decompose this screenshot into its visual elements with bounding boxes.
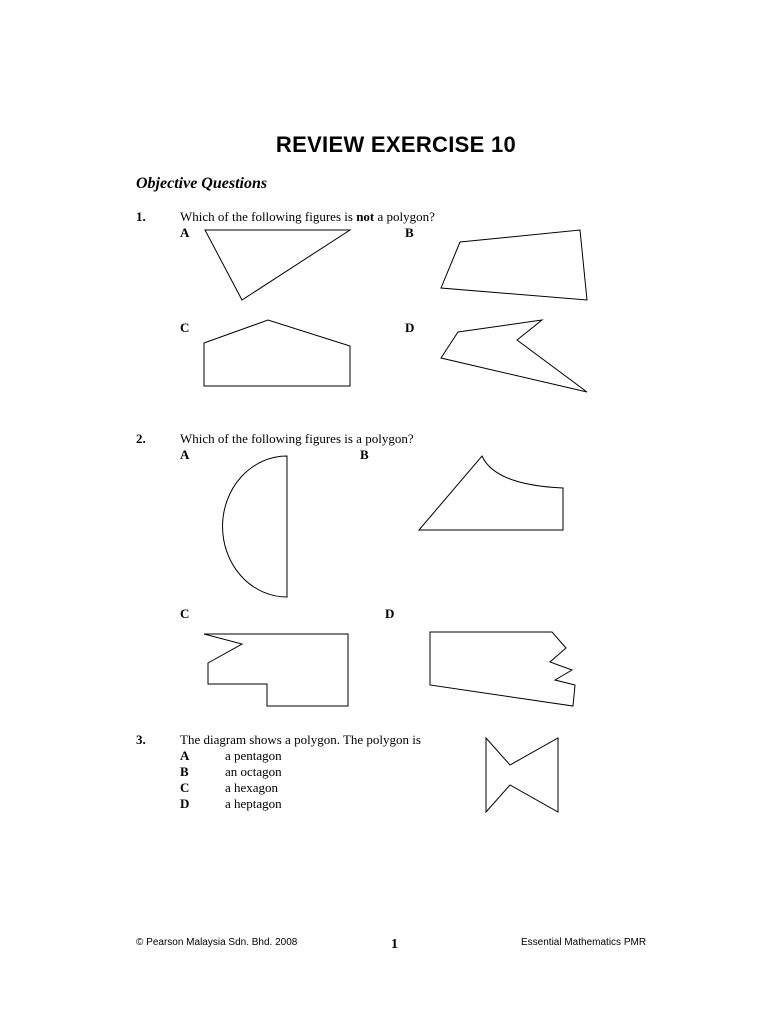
page-title: REVIEW EXERCISE 10 xyxy=(275,132,517,157)
q3-choice-b-letter: B xyxy=(180,764,189,779)
q3-choice-c-letter: C xyxy=(180,780,190,795)
question-1-number: 1. xyxy=(136,209,146,224)
q3-choice-b-text: an octagon xyxy=(225,764,282,779)
question-1-text-bold: not xyxy=(356,209,375,224)
q3-choice-d-letter: D xyxy=(180,796,190,811)
page-number: 1 xyxy=(391,937,398,952)
q3-choice-c-text: a hexagon xyxy=(225,780,279,795)
question-2-text: Which of the following figures is a polygon? xyxy=(180,431,414,446)
section-heading: Objective Questions xyxy=(136,175,268,192)
q3-choice-a-letter: A xyxy=(180,748,190,763)
question-1-text-after: a polygon? xyxy=(374,209,435,224)
question-2-number: 2. xyxy=(136,431,146,446)
q1-option-a-label: A xyxy=(180,225,190,240)
q2-option-c-label: C xyxy=(180,606,190,621)
footer-copyright: © Pearson Malaysia Sdn. Bhd. 2008 xyxy=(136,937,298,948)
q2-option-b-label: B xyxy=(360,447,369,462)
footer-book-title: Essential Mathematics PMR xyxy=(521,937,647,948)
q3-choice-d-text: a heptagon xyxy=(225,796,282,811)
q1-option-c-label: C xyxy=(180,320,190,335)
q1-option-d-label: D xyxy=(405,320,415,335)
question-1-text-before: Which of the following figures is xyxy=(180,209,357,224)
question-3-text: The diagram shows a polygon. The polygon is xyxy=(180,732,421,747)
q2-option-a-label: A xyxy=(180,447,190,462)
question-3-number: 3. xyxy=(136,732,146,747)
q2-option-d-label: D xyxy=(385,606,395,621)
q1-option-b-label: B xyxy=(405,225,414,240)
q3-choice-a-text: a pentagon xyxy=(225,748,282,763)
